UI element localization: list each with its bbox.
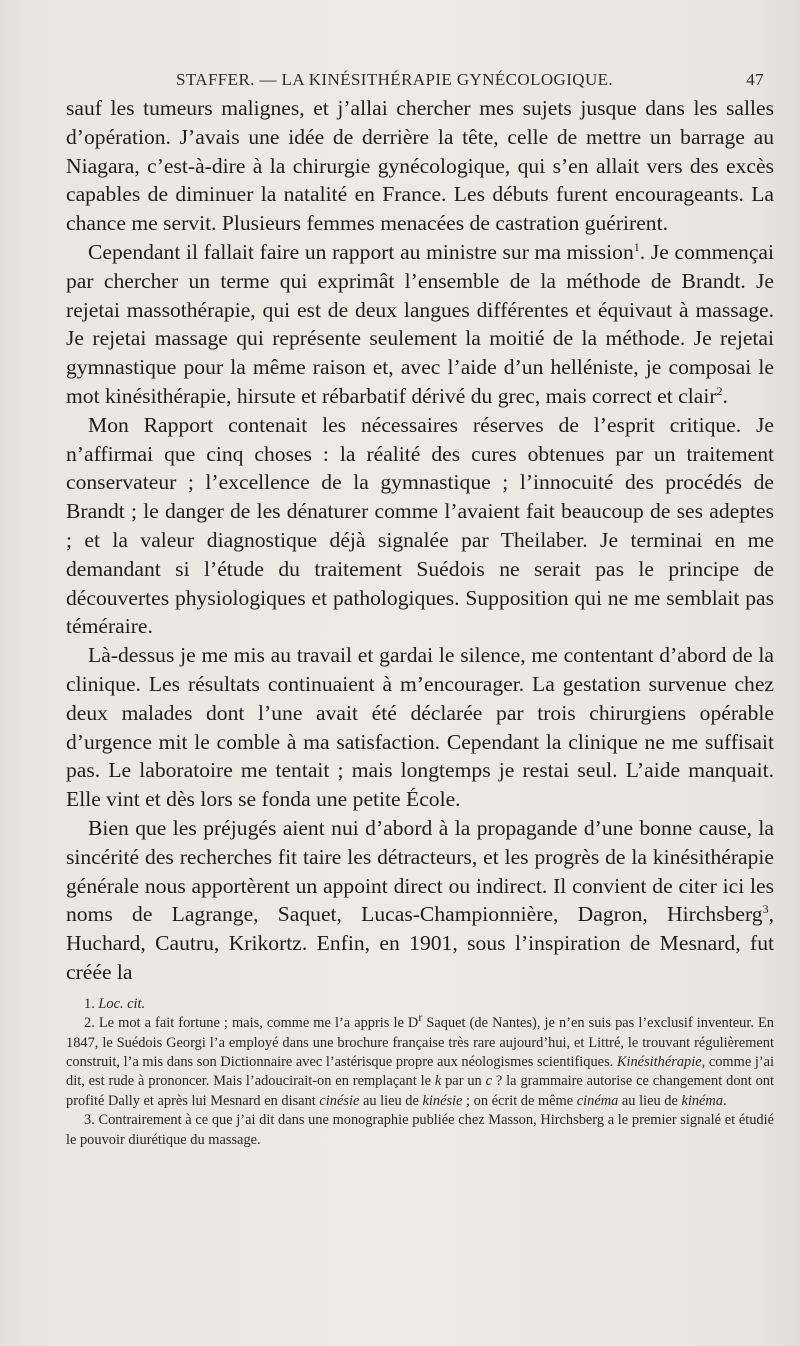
paragraph	[66, 94, 774, 238]
footnote-reference: r	[418, 1010, 423, 1025]
text-run: ; on écrit de même	[462, 1092, 577, 1109]
paragraph	[66, 814, 774, 987]
footnote	[66, 1010, 774, 1111]
text-run: Saquet (de Nantes), je n’en suis pas l’exclusif inventeur. En 1847, le Suédois Georgi l’a employé dans une brochure française très rare aujourd’hui, et Littré, le trouvant régulièrement construit, l’a mis dans son Dictionnaire avec l’astérisque propre aux néologismes scientifiques.	[66, 1015, 774, 1070]
italic-text: kinéma	[681, 1092, 724, 1109]
text-run: Là-dessus je me mis au travail et gardai le silence, me contentant d’abord de la clinique. Les résultats continuaient à m’encourager. La gestation survenue chez deux malades dont l’une avait été déclarée par trois chirurgiens opérable d’urgence mit le comble à ma satisfaction. Cependant la clinique ne me suffisait pas. Le laboratoire me tentait ; mais longtemps je restai seul. L’aide manquait. Elle vint et dès lors se fonda une petite École.	[66, 643, 774, 812]
text-run: . Je commençai par chercher un terme qui exprimât l’ensemble de la méthode de Brandt. Je rejetai massothérapie, qui est de deux langues différentes et équivaut à massage. Je rejetai massage qui représente seulement la moitié de la méthode. Je rejetai gymnastique pour la même raison et, avec l’aide d’un helléniste, je composai le mot kinésithérapie, hirsute et rébarbatif dérivé du grec, mais correct et clair	[66, 239, 774, 408]
italic-text: cinésie	[319, 1092, 360, 1109]
text-run: Bien que les préjugés aient nui d’abord à la propagande d’une bonne cause, la sincérité des recherches fit taire les détracteurs, et les progrès de la kinésithérapie générale nous apportèrent un appoint direct ou indirect. Il convient de citer ici les noms de Lagrange, Saquet, Lucas-Championnière, Dagron, Hirchsberg	[66, 815, 774, 927]
text-run: par un	[441, 1073, 486, 1090]
footnote-reference: 1	[633, 239, 640, 254]
text-run: , comme j’ai dit, est rude à prononcer. Mais l’adoucirait-on en remplaçant le	[66, 1053, 774, 1090]
italic-text: cinéma	[576, 1092, 619, 1109]
text-run: 1.	[84, 995, 99, 1012]
footnote-reference: 2	[716, 383, 723, 398]
text-run: au lieu de	[618, 1092, 682, 1109]
text-run: , Huchard, Cautru, Krikortz. Enfin, en 1901, sous l’inspiration de Mesnard, fut créée la	[66, 902, 774, 984]
italic-text: Kinésithérapie	[616, 1053, 702, 1070]
italic-text: kinésie	[422, 1092, 463, 1109]
running-head: STAFFER. — LA KINÉSITHÉRAPIE GYNÉCOLOGIQUE.	[176, 70, 614, 89]
text-run: 3. Contrairement à ce que j’ai dit dans une monographie publiée chez Masson, Hirchsberg a le premier signalé et étudié le pouvoir diurétique du massage.	[66, 1112, 774, 1148]
page-header	[66, 62, 774, 92]
paragraph	[66, 238, 774, 411]
body-text	[66, 94, 774, 987]
italic-text: k	[434, 1073, 442, 1090]
text-run: sauf les tumeurs malignes, et j’allai chercher mes sujets jusque dans les salles d’opération. J’avais une idée de derrière la tête, celle de mettre un barrage au Niagara, c’est-à-dire à la chirurgie gynécologique, qui s’en allait vers des excès capables de diminuer la natalité en France. Les débuts furent encourageants. La chance me servit. Plusieurs femmes menacées de castration guérirent.	[66, 96, 774, 236]
text-run: au lieu de	[359, 1092, 423, 1109]
text-run: .	[722, 383, 728, 408]
italic-text: Loc. cit.	[98, 995, 146, 1012]
paragraph	[66, 641, 774, 814]
footnote	[66, 1111, 774, 1150]
italic-text: c	[485, 1073, 493, 1090]
paragraph	[66, 411, 774, 641]
page-number: 47	[746, 70, 764, 89]
text-run: ? la grammaire autorise ce changement dont ont profité Dally et après lui Mesnard en disant	[66, 1073, 774, 1109]
text-run: Mon Rapport contenait les nécessaires réserves de l’esprit critique. Je n’affirmai que cinq choses : la réalité des cures obtenues par un traitement conservateur ; l’excellence de la gymnastique ; l’innocuité des procédés de Brandt ; le danger de les dénaturer comme l’avaient fait beaucoup de ses adeptes ; et la valeur diagnostique déjà signalée par Theilaber. Je terminai en me demandant si l’étude du traitement Suédois ne serait pas le principe de découvertes physiologiques et pathologiques. Supposition qui ne me semblait pas téméraire.	[66, 412, 774, 639]
text-run: Cependant il fallait faire un rapport au ministre sur ma mission	[88, 239, 634, 264]
footnote-reference: 3	[762, 902, 769, 917]
text-run: 2. Le mot a fait fortune ; mais, comme me l’a appris le D	[84, 1015, 419, 1032]
footnotes	[66, 995, 774, 1150]
text-run: .	[723, 1092, 727, 1109]
